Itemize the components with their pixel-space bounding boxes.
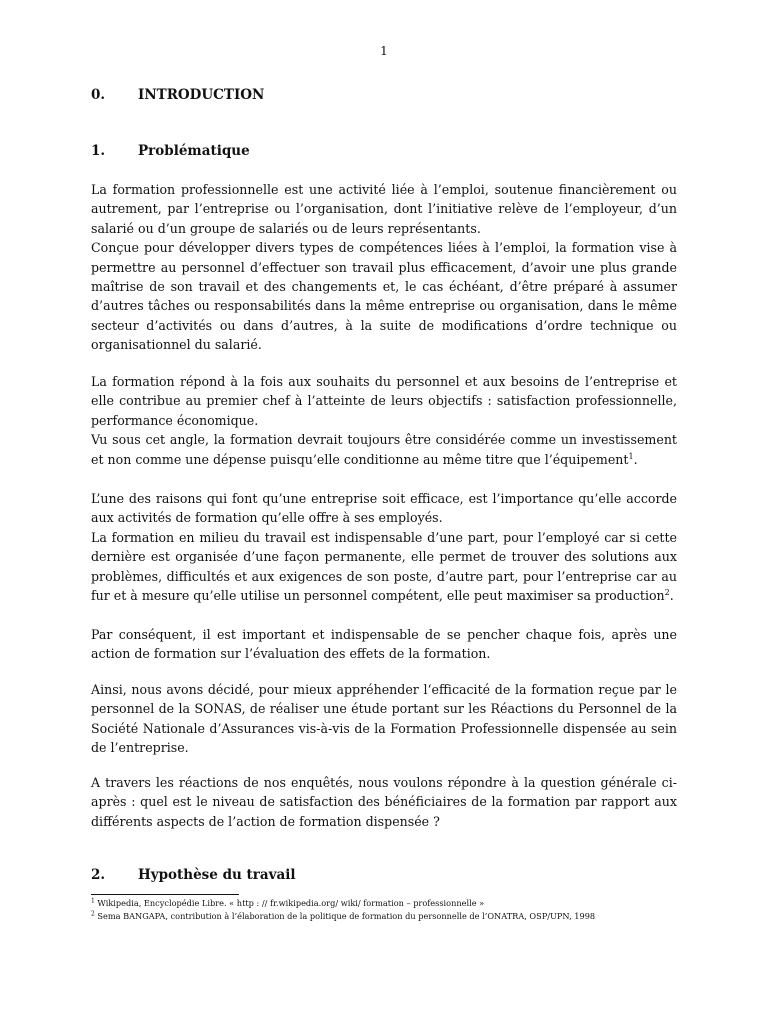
paragraph-3 [91, 489, 677, 605]
heading-title: Hypothèse du travail [138, 867, 296, 883]
footnote-1 [91, 897, 691, 910]
paragraph-text: Ainsi, nous avons décidé, pour mieux appréhender l‘efficacité de la formation reçue par le personnel de la SONAS, de réaliser une étude portant sur les Réactions du Personnel de la Société Nationale d’Assurances vis-à-vis de la Formation Professionnelle dispensée au sein de l’entreprise. [91, 682, 677, 756]
paragraph-text: Vu sous cet angle, la formation devrait toujours être considérée comme un investissement et non comme une dépense puisqu’elle conditionne au même titre que l’équipement$^1$. [91, 432, 677, 467]
heading-problematique [91, 143, 250, 159]
footnote-ref: 2 [664, 587, 670, 597]
heading-hypothese [91, 867, 295, 883]
footnote-text: Wikipedia, Encyclopédie Libre. « http : // fr.wikipedia.org/ wiki/ formation – professionnelle » [94, 898, 485, 908]
heading-number: 2. [91, 867, 106, 883]
heading-number: 1. [91, 143, 106, 159]
footnote-ref: 1 [628, 451, 634, 461]
heading-title: INTRODUCTION [138, 87, 265, 103]
paragraph-text: La formation en milieu du travail est indispensable d’une part, pour l’employé car si cette dernière est organisée d’une façon permanente, elle permet de trouver des solutions aux problèmes, difficultés et aux exigences de son poste, d’autre part, pour l’entreprise car au fur et à mesure qu’elle utilise un personnel compétent, elle peut maximiser sa production$^2$. [91, 529, 677, 604]
heading-title: Problématique [138, 143, 250, 159]
paragraph-text: La formation répond à la fois aux souhaits du personnel et aux besoins de l’entreprise et elle contribue au premier chef à l’atteinte de leurs objectifs : satisfaction professionnelle, performance économique. [91, 374, 677, 428]
heading-introduction [91, 87, 264, 103]
page-number: 1 [380, 44, 388, 58]
paragraph-body: Vu sous cet angle, la formation devrait toujours être considérée comme un investissement et non comme une dépense puisqu’elle conditionne au même titre que l’équipement [91, 432, 677, 467]
heading-number: 0. [91, 87, 106, 103]
footnote-mark: 2 [91, 910, 95, 918]
paragraph-5 [91, 680, 677, 758]
paragraph-text: La formation professionnelle est une activité liée à l’emploi, soutenue financièrement ou autrement, par l’entreprise ou l’organisation, dont l’initiative relève de l’employeur, d’un salarié ou d’un groupe de salariés ou de leurs représentants. [91, 182, 677, 236]
paragraph-body: La formation en milieu du travail est indispensable d’une part, pour l’employé car si cette dernière est organisée d’une façon permanente, elle permet de trouver des solutions aux problèmes, difficultés et aux exigences de son poste, d’autre part, pour l’entreprise car au fur et à mesure qu’elle utilise un personnel compétent, elle peut maximiser sa production [91, 529, 677, 604]
footnote-2 [91, 910, 691, 923]
paragraph-text: Par conséquent, il est important et indispensable de se pencher chaque fois, après une action de formation sur l’évaluation des effets de la formation. [91, 627, 677, 662]
footnote-text: Sema BANGAPA, contribution à l’élaboration de la politique de formation du personnelle de l’ONATRA, OSP/UPN, 1998 [94, 911, 596, 921]
footnote-mark: 1 [91, 897, 95, 905]
paragraph-2 [91, 372, 677, 469]
paragraph-1 [91, 180, 677, 355]
paragraph-text: A travers les réactions de nos enquêtés, nous voulons répondre à la question générale ci-après : quel est le niveau de satisfaction des bénéficiaires de la formation par rapport aux différents aspects de l’action de formation dispensée ? [91, 775, 677, 829]
paragraph-text: L’une des raisons qui font qu’une entreprise soit efficace, est l’importance qu’elle accorde aux activités de formation qu’elle offre à ses employés. [91, 491, 677, 526]
paragraph-6 [91, 773, 677, 831]
paragraph-text: Conçue pour développer divers types de compétences liées à l’emploi, la formation vise à permettre au personnel d’effectuer son travail plus efficacement, d’avoir une plus grande maîtrise de son travail et des changements et, le cas échéant, d’être préparé à assumer d’autres tâches ou responsabilités dans la même entreprise ou organisation, dans le même secteur d’activités ou dans d’autres, à la suite de modifications d’ordre technique ou organisationnel du salarié. [91, 240, 677, 353]
paragraph-4 [91, 625, 677, 664]
footnotes [91, 897, 691, 923]
footnote-separator [91, 894, 239, 895]
